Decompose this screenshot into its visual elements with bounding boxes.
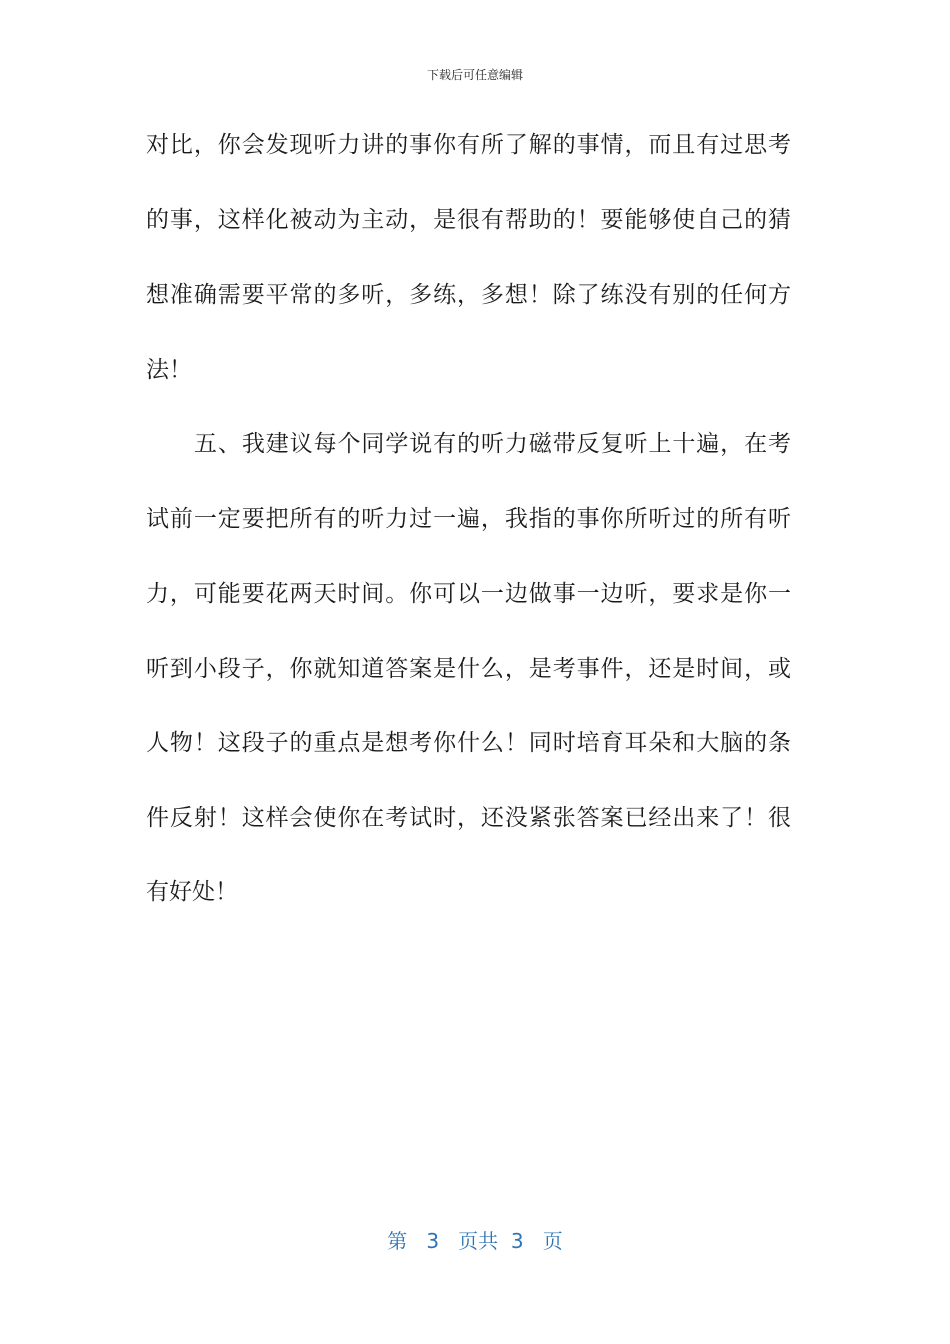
paragraph-line: 的事，这样化被动为主动，是很有帮助的！要能够使自己的猜 — [146, 207, 791, 233]
footer-middle: 页共 — [458, 1229, 499, 1253]
footer-prefix: 第 — [387, 1229, 408, 1253]
paragraph-line: 力，可能要花两天时间。你可以一边做事一边听，要求是你一 — [146, 581, 791, 607]
footer-current-page: 3 — [426, 1229, 440, 1253]
paragraph-line: 五、我建议每个同学说有的听力磁带反复听上十遍，在考 — [194, 431, 791, 457]
paragraph-line: 人物！这段子的重点是想考你什么！同时培育耳朵和大脑的条 — [146, 730, 791, 756]
paragraph-line: 听到小段子，你就知道答案是什么，是考事件，还是时间，或 — [146, 656, 791, 682]
paragraph-line: 想准确需要平常的多听，多练，多想！除了练没有别的任何方 — [146, 282, 791, 308]
footer-suffix: 页 — [542, 1229, 563, 1253]
paragraph-line: 件反射！这样会使你在考试时，还没紧张答案已经出来了！很 — [146, 805, 791, 831]
footer-total-pages: 3 — [510, 1229, 524, 1253]
page-footer — [0, 1225, 950, 1254]
paragraph-line: 对比，你会发现听力讲的事你有所了解的事情，而且有过思考 — [146, 132, 791, 158]
header-note: 下载后可任意编辑 — [426, 68, 523, 82]
paragraph-line: 试前一定要把所有的听力过一遍，我指的事你所听过的所有听 — [146, 506, 791, 532]
paragraph-line: 有好处！ — [146, 879, 238, 905]
paragraph-line: 法！ — [146, 357, 192, 383]
